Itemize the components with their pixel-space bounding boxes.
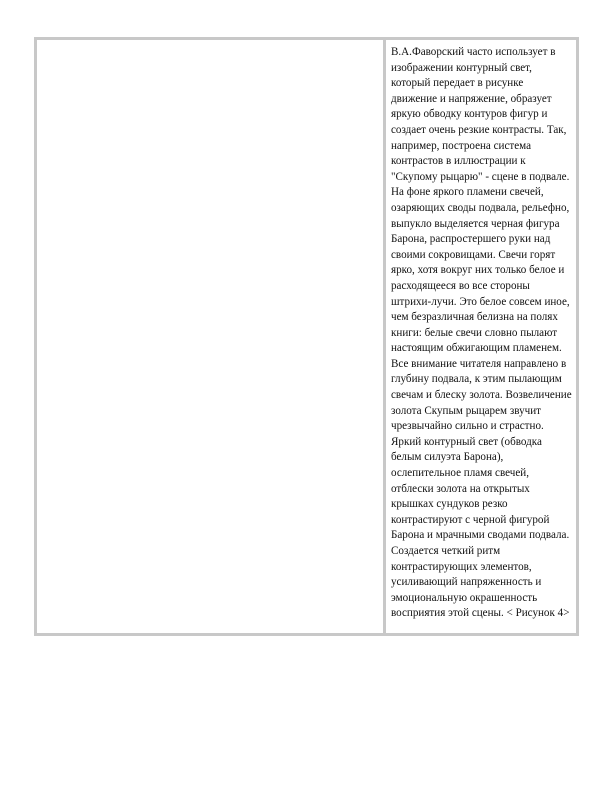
content-table: [34, 37, 579, 636]
body-paragraph: В.А.Фаворский часто использует в изображении контурный свет, который передает в рисунке движение и напряжение, образует яркую обводку контуров фигур и создает очень резкие контрасты. Так, например, построена система контрастов в иллюстрации к "Скупому рыцарю" - сцене в подвале. На фоне яркого пламени свечей, озаряющих своды подвала, рельефно, выпукло выделяется черная фигура Барона, распростершего руки над своими сокровищами. Свечи горят ярко, хотя вокруг них только белое и расходящееся во все стороны штрихи-лучи. Это белое совсем иное, чем безразличная белизна на полях книги: белые свечи словно пылают настоящим обжигающим пламенем. Все внимание читателя направлено в глубину подвала, к этим пылающим свечам и блеску золота. Возвеличение золота Скупым рыцарем звучит чрезвычайно сильно и страстно. Яркий контурный свет (обводка белым силуэта Барона), ослепительное пламя свечей, отблески золота на открытых крышках сундуков резко контрастируют с черной фигурой Барона и мрачными сводами подвала. Создается четкий ритм контрастирующих элементов, усиливающий напряженность и эмоциональную окрашенность восприятия этой сцены. < Рисунок 4>: [391, 46, 572, 620]
text-cell: [386, 40, 576, 633]
image-cell-empty: [37, 40, 386, 633]
